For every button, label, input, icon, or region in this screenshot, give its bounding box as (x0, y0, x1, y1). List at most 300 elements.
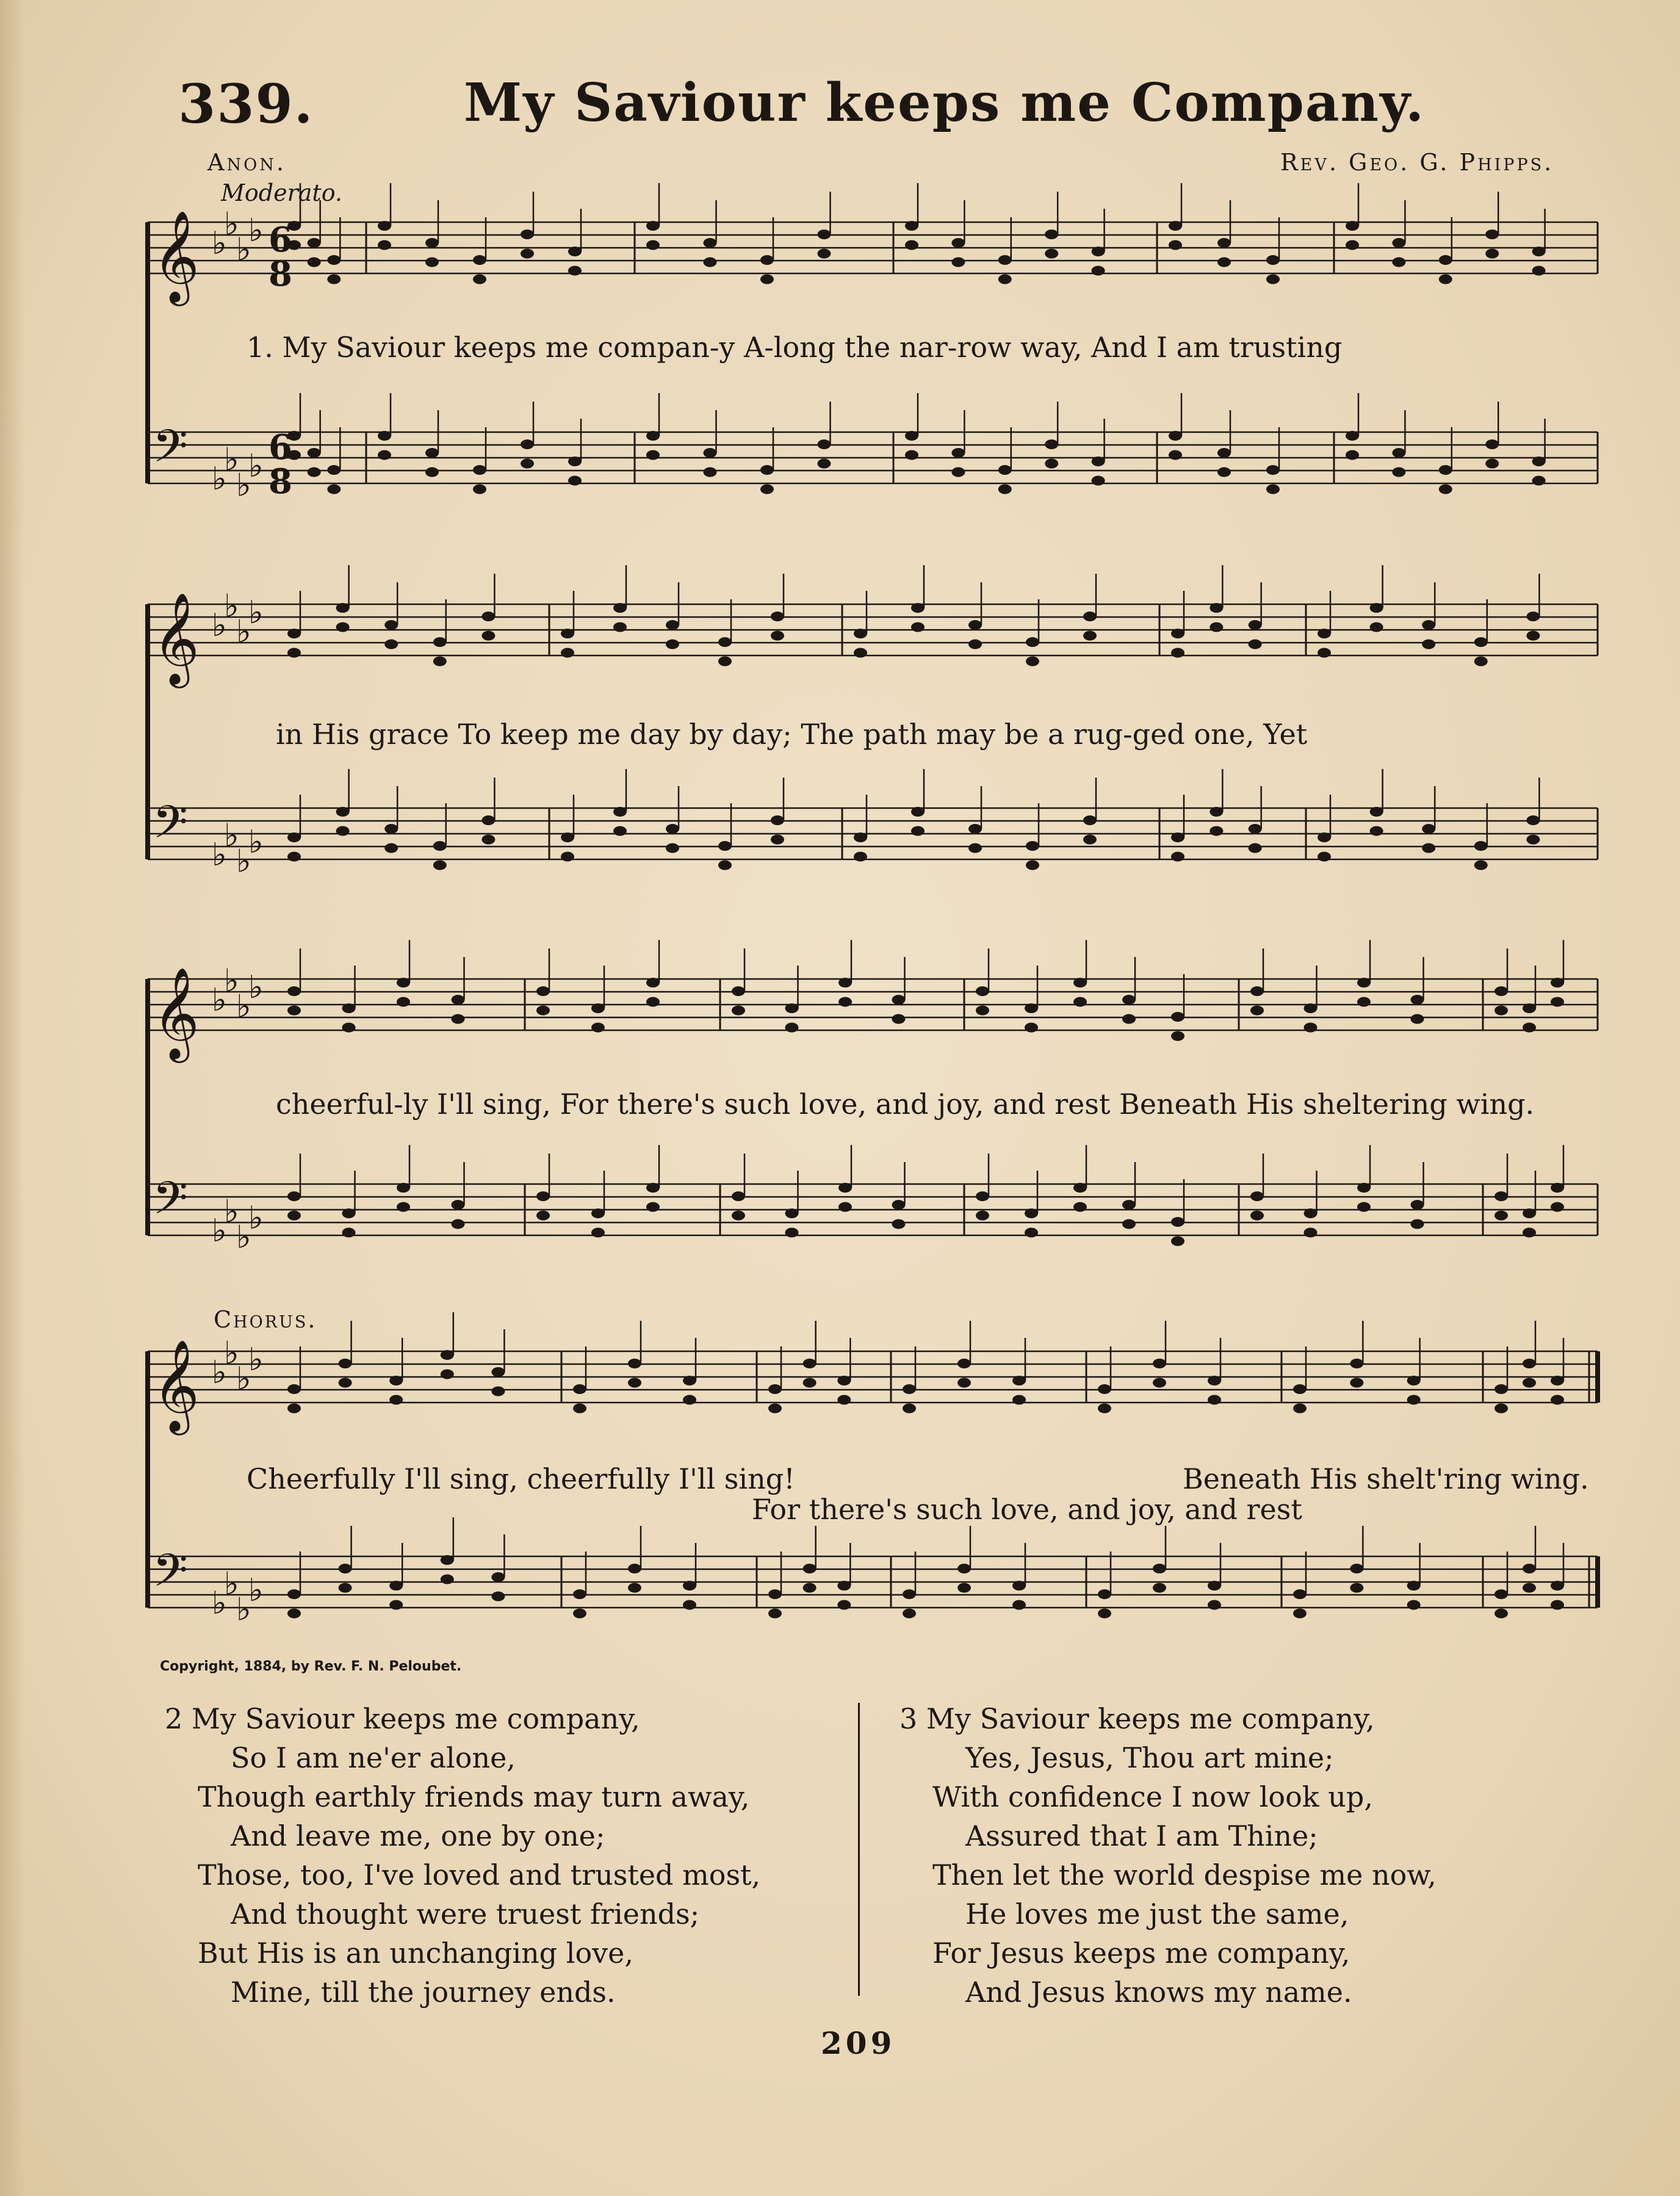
note-head (732, 1211, 745, 1221)
note-head (339, 1378, 352, 1388)
note-head (1346, 431, 1359, 441)
note-head (591, 1023, 605, 1033)
note-head (397, 978, 410, 988)
note-head (327, 275, 341, 284)
note-head (342, 1023, 356, 1033)
note-head (389, 1581, 403, 1591)
note-head (998, 275, 1012, 284)
note-head (1551, 1202, 1564, 1212)
note-head (666, 620, 679, 630)
note-head (1485, 439, 1499, 449)
chorus-lyric-right: Beneath His shelt'ring wing. (1183, 1462, 1589, 1495)
verse-line: Assured that I am Thine; (965, 1819, 1318, 1852)
note-head (287, 1211, 301, 1221)
note-head (903, 1609, 916, 1619)
note-head (905, 221, 918, 231)
note-head (1357, 978, 1371, 988)
note-head (768, 1404, 782, 1414)
note-head (1392, 258, 1405, 267)
note-head (1494, 1191, 1508, 1201)
note-head (473, 255, 486, 265)
note-head (1551, 978, 1564, 988)
note-head (628, 1564, 641, 1573)
note-head (521, 459, 534, 469)
note-head (433, 861, 447, 870)
note-head (1169, 240, 1182, 250)
note-head (1250, 1006, 1264, 1016)
note-head (998, 485, 1012, 494)
note-head (718, 861, 732, 870)
note-head (491, 1367, 505, 1377)
note-head (1439, 465, 1452, 475)
flat-icon: ♭ (224, 817, 239, 854)
note-head (1210, 623, 1223, 632)
note-head (1411, 1219, 1424, 1229)
note-head (903, 1404, 916, 1414)
lyric-line-1: 1. My Saviour keeps me compan-y A-long the nar-row way, And I am trusting (247, 331, 1343, 364)
note-head (803, 1583, 817, 1593)
note-head (339, 1564, 352, 1573)
note-head (452, 1219, 465, 1229)
note-head (666, 824, 679, 834)
note-head (760, 255, 774, 265)
note-head (1171, 648, 1184, 658)
note-head (905, 431, 918, 441)
note-head (1073, 1202, 1087, 1212)
note-head (308, 468, 321, 477)
note-head (573, 1384, 586, 1394)
flat-icon: ♭ (248, 969, 264, 1006)
note-head (957, 1564, 971, 1573)
note-head (1249, 843, 1262, 853)
note-head (568, 457, 582, 466)
note-head (336, 807, 350, 817)
note-head (425, 238, 439, 248)
note-head (785, 1003, 799, 1013)
note-head (818, 249, 831, 259)
note-head (854, 648, 867, 658)
note-head (287, 1191, 301, 1201)
note-head (384, 843, 398, 853)
note-head (718, 841, 732, 851)
note-head (591, 1003, 605, 1013)
note-head (760, 485, 774, 494)
flat-icon: ♭ (224, 963, 239, 1000)
flat-icon: ♭ (212, 1213, 227, 1249)
note-head (1526, 612, 1540, 621)
note-head (1122, 1219, 1136, 1229)
note-head (452, 1014, 465, 1024)
note-head (481, 835, 495, 845)
note-head (704, 238, 717, 248)
note-head (768, 1609, 782, 1619)
verse-divider (858, 1703, 860, 1996)
note-head (481, 815, 495, 825)
note-head (1532, 266, 1546, 276)
note-head (1171, 833, 1184, 842)
note-head (951, 238, 965, 248)
note-head (1210, 603, 1223, 613)
time-signature-top-treble: 6 (269, 220, 292, 260)
note-head (613, 603, 627, 613)
note-head (1025, 1003, 1038, 1013)
note-head (1474, 637, 1488, 647)
note-head (905, 240, 918, 250)
flat-icon: ♭ (212, 607, 227, 644)
note-head (1439, 255, 1452, 265)
note-head (1250, 1211, 1264, 1221)
note-head (683, 1581, 696, 1591)
note-head (473, 465, 486, 475)
author-credit: Rev. Geo. G. Phipps. (1280, 149, 1554, 176)
verse-2 (165, 1699, 760, 2012)
note-head (1249, 640, 1262, 649)
note-head (1026, 841, 1039, 851)
note-head (384, 620, 398, 630)
note-head (425, 258, 439, 267)
note-head (683, 1376, 696, 1385)
verse-line: And thought were truest friends; (231, 1898, 700, 1931)
note-head (441, 1370, 454, 1379)
note-head (1293, 1609, 1307, 1619)
note-head (1073, 997, 1087, 1007)
note-head (1407, 1395, 1421, 1405)
verse-line: Though earthly friends may turn away, (198, 1780, 750, 1813)
note-head (1266, 255, 1280, 265)
note-head (1083, 631, 1097, 641)
note-head (561, 833, 574, 842)
note-head (308, 238, 321, 248)
note-head (1045, 459, 1058, 469)
note-head (1523, 1003, 1536, 1013)
flat-icon: ♭ (248, 1342, 264, 1378)
note-head (760, 465, 774, 475)
note-head (1494, 1589, 1508, 1599)
note-head (732, 1006, 745, 1016)
note-head (1304, 1208, 1318, 1218)
note-head (892, 1200, 906, 1210)
chorus-label: Chorus. (214, 1306, 317, 1333)
note-head (1318, 648, 1331, 658)
note-head (968, 843, 982, 853)
note-head (646, 997, 660, 1007)
note-head (1012, 1581, 1026, 1591)
note-head (287, 986, 301, 996)
note-head (561, 852, 574, 862)
note-head (1092, 266, 1105, 276)
note-head (1083, 835, 1097, 845)
note-head (1025, 1208, 1038, 1218)
note-head (732, 1191, 745, 1201)
note-head (1485, 459, 1499, 469)
note-head (1474, 861, 1488, 870)
note-head (785, 1228, 799, 1238)
note-head (573, 1609, 586, 1619)
flat-icon: ♭ (248, 1200, 264, 1237)
verse-3 (899, 1699, 1437, 2012)
note-head (536, 1191, 550, 1201)
note-head (1266, 275, 1280, 284)
note-head (1208, 1600, 1221, 1610)
verse-line: Mine, till the journey ends. (231, 1976, 616, 2009)
note-head (628, 1583, 641, 1593)
note-head (1171, 629, 1184, 638)
note-head (911, 623, 925, 632)
note-head (704, 258, 717, 267)
note-head (613, 623, 627, 632)
note-head (1208, 1581, 1221, 1591)
note-head (628, 1359, 641, 1368)
verse-line: Yes, Jesus, Thou art mine; (965, 1741, 1334, 1774)
note-head (568, 266, 582, 276)
note-head (1350, 1564, 1363, 1573)
note-head (976, 1191, 989, 1201)
note-head (854, 852, 867, 862)
note-head (837, 1376, 851, 1385)
note-head (1210, 826, 1223, 836)
copyright-notice: Copyright, 1884, by Rev. F. N. Peloubet. (160, 1659, 462, 1674)
verse-line: Then let the world despise me now, (932, 1858, 1437, 1891)
note-head (818, 439, 831, 449)
note-head (339, 1359, 352, 1368)
note-head (1045, 249, 1058, 259)
note-head (521, 229, 534, 239)
note-head (481, 612, 495, 621)
note-head (1526, 835, 1540, 845)
note-head (573, 1589, 586, 1599)
note-head (1474, 841, 1488, 851)
note-head (1098, 1404, 1111, 1414)
note-head (1318, 629, 1331, 638)
note-head (1208, 1376, 1221, 1385)
note-head (646, 431, 660, 441)
note-head (1304, 1228, 1318, 1238)
note-head (1045, 229, 1058, 239)
note-head (998, 465, 1012, 475)
note-head (1485, 229, 1499, 239)
note-head (561, 629, 574, 638)
note-head (378, 431, 391, 441)
note-head (771, 815, 784, 825)
note-head (1551, 1600, 1564, 1610)
note-head (1422, 843, 1435, 853)
note-head (968, 640, 982, 649)
note-head (1411, 995, 1424, 1005)
note-head (561, 648, 574, 658)
note-head (1012, 1600, 1026, 1610)
note-head (491, 1572, 505, 1582)
flat-icon: ♭ (248, 594, 264, 631)
note-head (957, 1378, 971, 1388)
note-head (1346, 450, 1359, 460)
verse-number: 3 (899, 1702, 918, 1735)
note-head (837, 1581, 851, 1591)
flat-icon: ♭ (236, 231, 251, 269)
note-head (1249, 620, 1262, 630)
note-head (1523, 1359, 1536, 1368)
flat-icon: ♭ (248, 824, 264, 861)
note-head (327, 485, 341, 494)
note-head (1350, 1583, 1363, 1593)
note-head (957, 1583, 971, 1593)
note-head (1318, 833, 1331, 842)
note-head (1217, 258, 1231, 267)
note-head (1122, 1200, 1136, 1210)
note-head (1407, 1581, 1421, 1591)
note-head (481, 631, 495, 641)
note-head (491, 1387, 505, 1396)
time-signature-bottom-treble: 8 (269, 254, 292, 294)
note-head (1250, 1191, 1264, 1201)
note-head (433, 637, 447, 647)
note-head (1523, 1583, 1536, 1593)
flat-icon: ♭ (236, 467, 251, 504)
hymn-title: My Saviour keeps me Company. (464, 72, 1426, 134)
note-head (646, 221, 660, 231)
note-head (473, 275, 486, 284)
note-head (903, 1589, 916, 1599)
note-head (1217, 238, 1231, 248)
note-head (957, 1359, 971, 1368)
flat-icon: ♭ (236, 1219, 251, 1256)
note-head (1073, 1183, 1087, 1193)
note-head (433, 657, 447, 666)
note-head (1370, 623, 1383, 632)
note-head (818, 459, 831, 469)
note-head (838, 978, 852, 988)
note-head (384, 824, 398, 834)
note-head (1092, 457, 1105, 466)
flat-icon: ♭ (224, 1193, 239, 1230)
time-signature-top-bass: 6 (269, 427, 292, 468)
note-head (378, 240, 391, 250)
note-head (818, 229, 831, 239)
note-head (1250, 986, 1264, 996)
note-head (666, 640, 679, 649)
note-head (1012, 1376, 1026, 1385)
note-head (287, 1404, 301, 1414)
bass-clef-icon: 𝄢 (153, 796, 188, 860)
note-head (771, 631, 784, 641)
note-head (1266, 485, 1280, 494)
note-head (838, 997, 852, 1007)
note-head (1422, 640, 1435, 649)
verse-line: So I am ne'er alone, (231, 1741, 516, 1774)
note-head (951, 258, 965, 267)
note-head (803, 1378, 817, 1388)
note-head (976, 1006, 989, 1016)
note-head (1122, 995, 1136, 1005)
note-head (287, 629, 301, 638)
flat-icon: ♭ (236, 843, 251, 880)
note-head (646, 1183, 660, 1193)
note-head (1318, 852, 1331, 862)
note-head (384, 640, 398, 649)
verse-line: With confidence I now look up, (932, 1780, 1373, 1813)
note-head (1532, 457, 1546, 466)
note-head (968, 824, 982, 834)
note-head (785, 1208, 799, 1218)
note-head (1422, 824, 1435, 834)
note-head (803, 1564, 817, 1573)
note-head (287, 1006, 301, 1016)
flat-icon: ♭ (248, 212, 264, 249)
note-head (1494, 1404, 1508, 1414)
note-head (1293, 1589, 1307, 1599)
note-head (1083, 612, 1097, 621)
note-head (1210, 807, 1223, 817)
note-head (704, 468, 717, 477)
flat-icon: ♭ (236, 988, 251, 1025)
note-head (308, 448, 321, 458)
treble-clef-icon: 𝄞 (153, 209, 200, 302)
note-head (1357, 1183, 1371, 1193)
treble-clef-icon: 𝄞 (153, 966, 200, 1059)
flat-icon: ♭ (224, 1566, 239, 1603)
note-head (1370, 807, 1383, 817)
note-head (1153, 1583, 1166, 1593)
note-head (1346, 221, 1359, 231)
verse-line: He loves me just the same, (965, 1898, 1349, 1931)
note-head (838, 1183, 852, 1193)
note-head (1169, 450, 1182, 460)
hymn-number: 339. (178, 72, 314, 135)
note-head (339, 1583, 352, 1593)
note-head (1012, 1395, 1026, 1405)
note-head (441, 1575, 454, 1584)
note-head (1083, 815, 1097, 825)
note-head (1392, 238, 1405, 248)
note-head (1304, 1003, 1318, 1013)
note-head (1485, 249, 1499, 259)
note-head (892, 1219, 906, 1229)
note-head (491, 1592, 505, 1602)
flat-icon: ♭ (212, 837, 227, 873)
note-head (1249, 824, 1262, 834)
note-head (287, 833, 301, 842)
note-head (342, 1208, 356, 1218)
note-head (903, 1384, 916, 1394)
note-head (1407, 1600, 1421, 1610)
flat-icon: ♭ (212, 225, 227, 262)
verse-line: But His is an unchanging love, (198, 1937, 633, 1970)
note-head (1494, 986, 1508, 996)
note-head (1411, 1014, 1424, 1024)
flat-icon: ♭ (224, 1335, 239, 1372)
note-head (521, 439, 534, 449)
note-head (1551, 1376, 1564, 1385)
note-head (1523, 1023, 1536, 1033)
note-head (951, 448, 965, 458)
note-head (1171, 1031, 1184, 1041)
note-head (378, 221, 391, 231)
note-head (1122, 1014, 1136, 1024)
note-head (573, 1404, 586, 1414)
note-head (683, 1600, 696, 1610)
note-head (1098, 1609, 1111, 1619)
note-head (1551, 1395, 1564, 1405)
flat-icon: ♭ (236, 613, 251, 651)
note-head (591, 1228, 605, 1238)
note-head (1171, 852, 1184, 862)
note-head (1551, 1581, 1564, 1591)
note-head (1523, 1208, 1536, 1218)
flat-icon: ♭ (236, 1591, 251, 1628)
note-head (342, 1228, 356, 1238)
note-head (1092, 476, 1105, 486)
verse-line: And leave me, one by one; (231, 1819, 605, 1852)
note-head (1523, 1378, 1536, 1388)
